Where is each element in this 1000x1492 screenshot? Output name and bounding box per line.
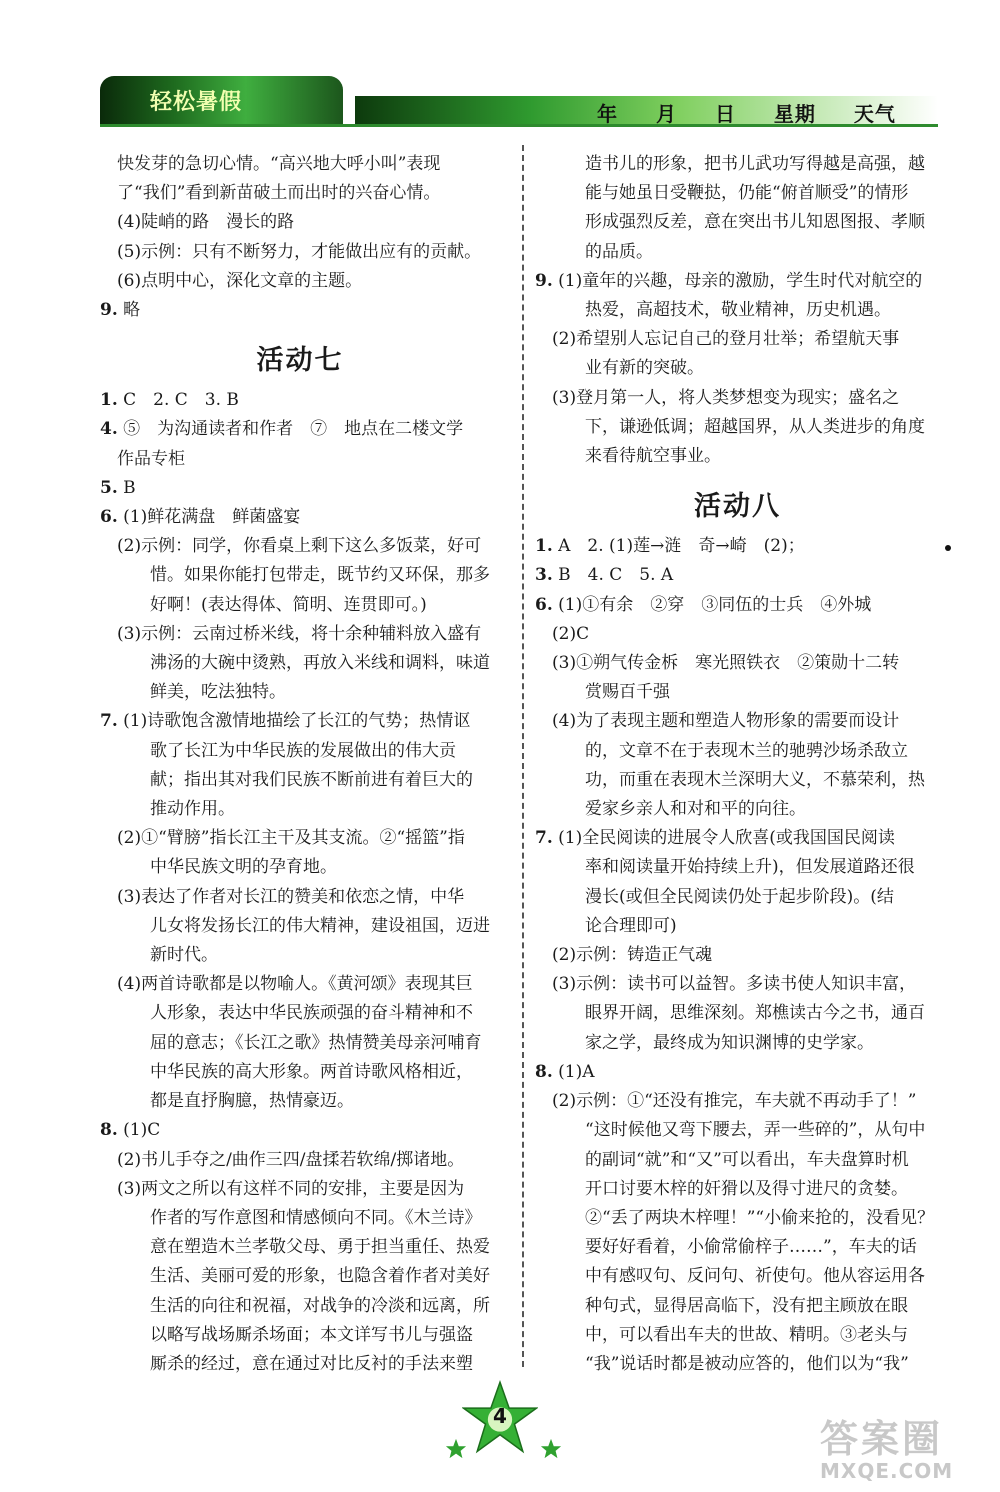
answer-line: 厮杀的经过，意在通过对比反衬的手法来塑 [150, 1353, 473, 1374]
answer-line: (3)示例：读书可以益智。多读书使人知识丰富， [552, 974, 917, 995]
date-fields [597, 98, 896, 127]
answer-line: 推动作用。 [150, 799, 235, 820]
answer-line: 中有感叹句、反问句、祈使句。他从容运用各 [585, 1266, 925, 1287]
answer-line: (6)点明中心，深化文章的主题。 [117, 270, 363, 291]
answer-line: 造书儿的形象，把书儿武功写得越是高强，越 [585, 154, 925, 174]
answer-line: (4)为了表现主题和塑造人物形象的需要而设计 [552, 711, 900, 732]
date-year-label: 年 [597, 102, 618, 126]
answer-line: 惜。如果你能打包带走，既节约又环保，那多 [150, 565, 490, 586]
answer-line: 形成强烈反差，意在突出书儿知恩图报、孝顺 [585, 212, 925, 233]
question-line: 8. (1)C [100, 1120, 161, 1141]
answer-line: (4)陡峭的路 漫长的路 [117, 212, 295, 233]
question-number: 1. [535, 536, 553, 557]
question-line: 9. (1)童年的兴趣，母亲的激励，学生时代对航空的 [535, 270, 923, 291]
answer-line: (2)C [552, 623, 590, 644]
answer-line: 漫长(或但全民阅读仍处于起步阶段)。(结 [585, 886, 894, 907]
question-line: 6. (1)①有余 ②穿 ③同伍的士兵 ④外城 [535, 594, 872, 615]
answer-line: (2)示例：①“还没有推完，车夫就不再动手了！” [552, 1091, 917, 1112]
question-line: 6. (1)鲜花满盘 鲜菌盛宴 [100, 507, 301, 528]
answer-line: 好啊！(表达得体、简明、连贯即可。) [150, 594, 427, 615]
answer-line: 的品质。 [585, 241, 653, 262]
question-number: 8. [100, 1120, 118, 1141]
bullet-dot [945, 545, 951, 551]
answer-line: (3)①朔气传金柝 寒光照铁衣 ②策勋十二转 [552, 653, 900, 674]
question-line: 7. (1)全民阅读的进展令人欣喜(或我国国民阅读 [535, 828, 895, 849]
answer-line: 鲜美，吃法独特。 [150, 682, 286, 703]
answer-line: 爱家乡亲人和对和平的向往。 [585, 799, 806, 820]
answer-line: (3)登月第一人，将人类梦想变为现实；盛名之 [552, 387, 900, 408]
answer-line: 人形象，表达中华民族顽强的奋斗精神和不 [150, 1003, 473, 1024]
answer-line: 了“我们”看到新苗破土而出时的兴奋心情。 [117, 183, 441, 204]
answer-line: 意在塑造木兰孝敬父母、勇于担当重任、热爱 [150, 1237, 490, 1258]
question-number: 8. [535, 1061, 553, 1082]
answer-line: (2)示例：同学，你看桌上剩下这么多饭菜，好可 [117, 536, 482, 557]
answer-line: 生活、美丽可爱的形象，也隐含着作者对美好 [150, 1266, 490, 1287]
question-number: 5. [100, 477, 118, 498]
answer-line: (2)书儿手夺之/曲作三四/盘揉若软绵/掷诸地。 [117, 1149, 465, 1170]
answer-line: 来看待航空事业。 [585, 446, 721, 467]
answer-line: 要好好看着，小偷常偷梓子……”，车夫的话 [585, 1237, 917, 1258]
answer-line: 都是直抒胸臆，热情豪迈。 [150, 1091, 354, 1112]
question-number: 9. [100, 300, 118, 321]
small-star-icon [540, 1438, 562, 1460]
answer-line: 种句式，显得居高临下，没有把主顾放在眼 [585, 1295, 908, 1316]
question-line: 1. A 2. (1)莲→涟 奇→崎 (2)； [535, 536, 805, 557]
date-month-label: 月 [655, 102, 677, 126]
left-column [100, 150, 500, 1379]
date-weather-label: 天气 [853, 102, 896, 126]
answer-line: (2)①“臂膀”指长江主干及其支流。②“摇篮”指 [117, 828, 465, 849]
answer-line: (4)两首诗歌都是以物喻人。《黄河颂》表现其巨 [117, 974, 473, 995]
question-line: 7. (1)诗歌饱含激情地描绘了长江的气势；热情讴 [100, 711, 471, 732]
answer-line: 眼界开阔，思维深刻。郑樵读古今之书，通百 [585, 1003, 925, 1024]
question-line: 1. C 2. C 3. B [100, 390, 239, 411]
answer-line: 的，文章不在于表现木兰的驰骋沙场杀敌立 [585, 740, 908, 761]
answer-line: 儿女将发扬长江的伟大精神，建设祖国，迈进 [150, 915, 490, 936]
answer-line: 献；指出其对我们民族不断前进有着巨大的 [150, 769, 473, 790]
answer-line: 中华民族文明的孕育地。 [150, 857, 337, 878]
question-line: 5. B [100, 477, 136, 498]
question-number: 1. [100, 390, 118, 411]
answer-line: “这时候他又弯下腰去，弄一些碎的”，从句中 [585, 1120, 926, 1141]
answer-line: 作者的写作意图和情感倾向不同。《木兰诗》 [150, 1207, 482, 1228]
question-line: 4. ⑤ 为沟通读者和作者 ⑦ 地点在二楼文学 [100, 419, 464, 440]
section-title: 活动七 [256, 345, 344, 377]
question-number: 7. [100, 711, 118, 732]
question-number: 4. [100, 419, 118, 440]
question-line: 8. (1)A [535, 1061, 595, 1082]
watermark [820, 1418, 985, 1488]
answer-line: 赏赐百千强 [585, 682, 670, 703]
answer-line: (5)示例：只有不断努力，才能做出应有的贡献。 [117, 241, 482, 262]
right-column [535, 150, 940, 1379]
question-number: 7. [535, 828, 553, 849]
page-number: 4 [493, 1404, 507, 1428]
answer-line: 下，谦逊低调；超越国界，从人类进步的角度 [585, 416, 925, 437]
answer-line: 开口讨要木梓的奸猾以及得寸进尺的贪婪。 [585, 1178, 908, 1199]
question-number: 6. [100, 507, 118, 528]
watermark-logo-text: 答案圈 [820, 1417, 944, 1461]
answer-line: (3)两文之所以有这样不同的安排，主要是因为 [117, 1178, 465, 1199]
answer-line: (2)希望别人忘记自己的登月壮举；希望航天事 [552, 329, 900, 350]
answer-line: 热爱，高超技术，敬业精神，历史机遇。 [585, 300, 891, 321]
date-day-label: 日 [714, 102, 736, 126]
answer-line: 歌了长江为中华民族的发展做出的伟大贡 [150, 740, 456, 761]
question-number: 6. [535, 594, 553, 615]
answer-line: 论合理即可) [585, 915, 677, 936]
answer-line: 家之学，最终成为知识渊博的史学家。 [585, 1032, 874, 1053]
answer-line: 中华民族的高大形象。两首诗歌风格相近， [150, 1061, 473, 1082]
answer-line: 以略写战场厮杀场面；本文详写书儿与强盗 [150, 1324, 473, 1345]
answer-line: 的副词“就”和“又”可以看出，车夫盘算时机 [585, 1149, 909, 1170]
question-line: 3. B 4. C 5. A [535, 565, 674, 586]
question-number: 9. [535, 270, 553, 291]
answer-line: 沸汤的大碗中烫熟，再放入米线和调料，味道 [150, 653, 490, 674]
section-title: 活动八 [694, 491, 781, 523]
question-number: 3. [535, 565, 553, 586]
answer-line: 屈的意志；《长江之歌》热情赞美母亲河哺育 [150, 1032, 482, 1053]
answer-line: 新时代。 [150, 945, 218, 966]
date-weekday-label: 星期 [773, 102, 816, 126]
header-badge-label: 轻松暑假 [150, 90, 243, 115]
answer-line: 率和阅读量开始持续上升)，但发展道路还很 [585, 857, 915, 878]
answer-line: (2)示例：铸造正气魂 [552, 945, 713, 966]
answer-line: 生活的向往和祝福，对战争的冷淡和远离，所 [150, 1295, 490, 1316]
answer-line: 作品专柜 [117, 448, 185, 469]
answer-line: 能与她虽日受鞭挞，仍能“俯首顺受”的情形 [585, 183, 909, 204]
header-badge [100, 76, 343, 124]
answer-line: 中，可以看出车夫的世故、精明。③老头与 [585, 1324, 908, 1345]
answer-line: (3)示例：云南过桥米线，将十余种辅料放入盛有 [117, 623, 482, 644]
answer-line: “我”说话时都是被动应答的，他们以为“我” [585, 1353, 909, 1374]
column-divider [522, 145, 524, 1367]
watermark-url: MXQE.COM [820, 1459, 954, 1483]
answer-line: 业有新的突破。 [585, 358, 704, 379]
answer-line: 快发芽的急切心情。“高兴地大呼小叫”表现 [117, 154, 441, 174]
page-number-badge [462, 1380, 538, 1456]
answer-line: (3)表达了作者对长江的赞美和依恋之情，中华 [117, 886, 465, 907]
answer-line: 功，而重在表现木兰深明大义，不慕荣利，热 [585, 769, 925, 790]
question-line: 9. 略 [100, 300, 141, 321]
answer-line: ②“丢了两块木梓哩！”“小偷来抢的，没看见？ [585, 1207, 935, 1228]
